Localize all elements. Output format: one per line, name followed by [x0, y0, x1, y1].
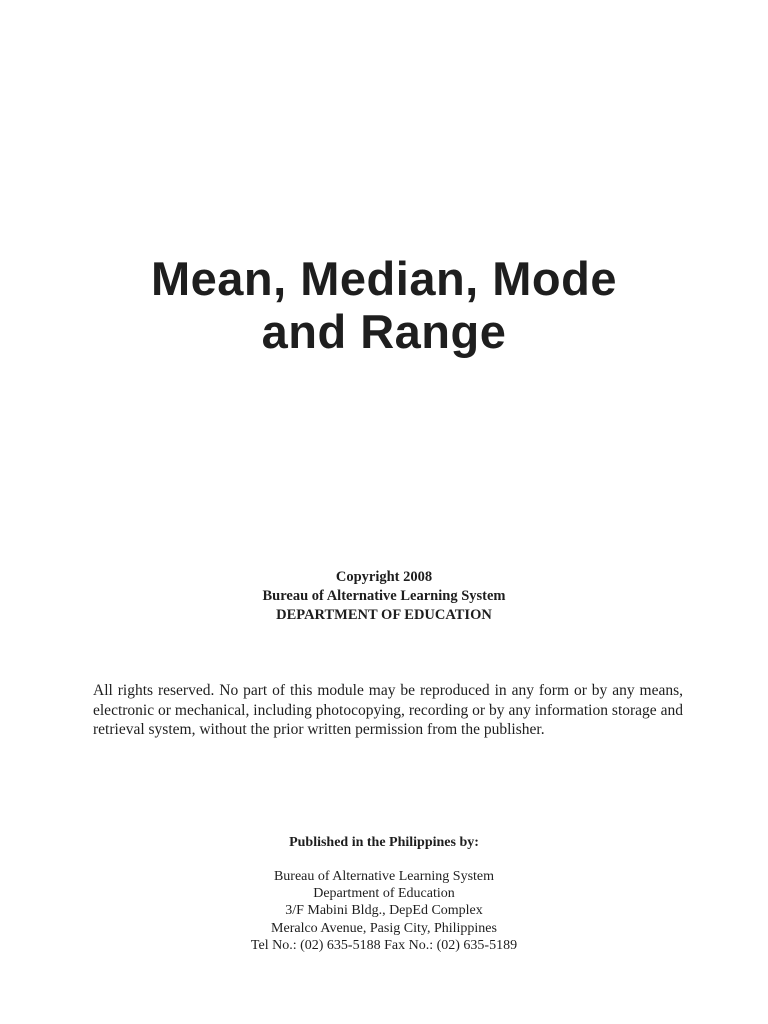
rights-notice: All rights reserved. No part of this module may be reproduced in any form or by any means, electronic or mechanical, including photocopying, recording or by any information storage and retrieval system, without the prior written permission from the publisher.: [93, 682, 683, 738]
title-line-1: Mean, Median, Mode: [151, 252, 617, 305]
copyright-year: Copyright 2008: [335, 569, 433, 585]
publisher-department: Department of Education: [313, 886, 455, 902]
copyright-block: [0, 568, 768, 625]
published-by-label: Published in the Philippines by:: [289, 835, 479, 850]
publisher-name: Bureau of Alternative Learning System: [273, 869, 495, 884]
copyright-bureau: Bureau of Alternative Learning System: [262, 588, 506, 604]
publisher-address: [0, 868, 768, 954]
publisher-street: Meralco Avenue, Pasig City, Philippines: [271, 920, 497, 936]
publisher-building: 3/F Mabini Bldg., DepEd Complex: [285, 903, 483, 919]
publisher-phone: Tel No.: (02) 635-5188 Fax No.: (02) 635-5189: [250, 937, 518, 953]
document-title: [0, 252, 768, 358]
title-line-2: and Range: [261, 305, 507, 358]
copyright-department: DEPARTMENT OF EDUCATION: [276, 607, 492, 623]
